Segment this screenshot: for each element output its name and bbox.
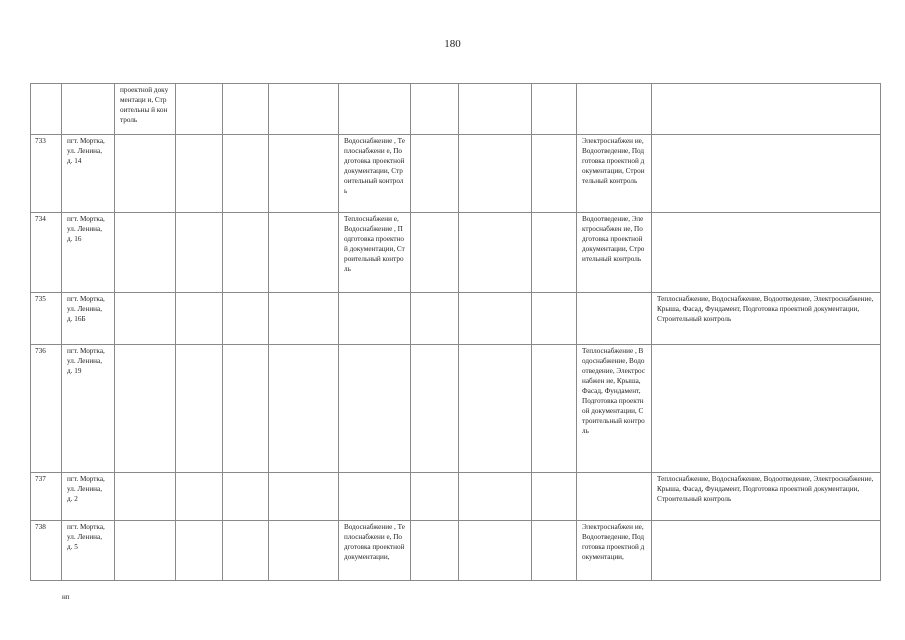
table-cell bbox=[459, 521, 532, 581]
table-cell bbox=[411, 345, 459, 473]
table-cell bbox=[532, 293, 577, 345]
table-cell bbox=[223, 345, 269, 473]
table-cell bbox=[411, 135, 459, 213]
row-number-cell: 736 bbox=[31, 345, 62, 473]
table-cell bbox=[223, 213, 269, 293]
table-cell bbox=[652, 135, 881, 213]
table-cell: Теплоснабжение, Водоснабжение, Водоотведение, Электроснабжение, Крыша, Фасад, Фундамент, Подготовка проектной документации, Строительный контроль bbox=[652, 473, 881, 521]
table-cell bbox=[176, 84, 223, 135]
table-row bbox=[31, 213, 881, 293]
page-number: 180 bbox=[444, 38, 461, 50]
address-cell: пгт. Мортка, ул. Ленина, д. 19 bbox=[62, 345, 115, 473]
row-number-cell: 733 bbox=[31, 135, 62, 213]
row-number-cell: 738 bbox=[31, 521, 62, 581]
table-row bbox=[31, 135, 881, 213]
works-table bbox=[30, 83, 881, 581]
table-cell bbox=[339, 293, 411, 345]
table-cell bbox=[223, 135, 269, 213]
table-cell: проектной документаци и, Строительны й контроль bbox=[115, 84, 176, 135]
table-cell bbox=[269, 84, 339, 135]
table-cell: Водоснабжение , Теплоснабжени е, Подготовка проектной документации, bbox=[339, 521, 411, 581]
table-cell bbox=[532, 345, 577, 473]
table-cell bbox=[459, 345, 532, 473]
table-cell: Теплоснабжение, Водоснабжение, Водоотведение, Электроснабжение, Крыша, Фасад, Фундамент, Подготовка проектной документации, Строительный контроль bbox=[652, 293, 881, 345]
table-cell bbox=[223, 293, 269, 345]
table-row bbox=[31, 521, 881, 581]
table-cell bbox=[339, 473, 411, 521]
table-cell bbox=[411, 293, 459, 345]
table-cell bbox=[269, 293, 339, 345]
row-number-cell bbox=[31, 84, 62, 135]
table-cell bbox=[532, 135, 577, 213]
table-cell bbox=[115, 521, 176, 581]
table-cell bbox=[115, 473, 176, 521]
table-cell bbox=[176, 135, 223, 213]
table-row bbox=[31, 473, 881, 521]
address-cell: пгт. Мортка, ул. Ленина, д. 16 bbox=[62, 213, 115, 293]
table-cell bbox=[459, 84, 532, 135]
table-cell bbox=[652, 213, 881, 293]
table-cell bbox=[339, 345, 411, 473]
table-cell bbox=[269, 213, 339, 293]
table-cell bbox=[577, 84, 652, 135]
table-cell bbox=[176, 473, 223, 521]
table-cell bbox=[459, 213, 532, 293]
table-cell bbox=[176, 345, 223, 473]
table-cell: Электроснабжен ие, Водоотведение, Подготовка проектной документации, bbox=[577, 521, 652, 581]
table-row bbox=[31, 293, 881, 345]
table-cell bbox=[115, 213, 176, 293]
table-cell bbox=[577, 473, 652, 521]
table-cell bbox=[652, 345, 881, 473]
address-cell: пгт. Мортка, ул. Ленина, д. 5 bbox=[62, 521, 115, 581]
table-cell bbox=[176, 293, 223, 345]
address-cell: пгт. Мортка, ул. Ленина, д. 16Б bbox=[62, 293, 115, 345]
table-cell bbox=[532, 473, 577, 521]
table-cell bbox=[532, 84, 577, 135]
table-cell bbox=[269, 345, 339, 473]
table-cell bbox=[411, 84, 459, 135]
table-cell bbox=[115, 345, 176, 473]
table-cell bbox=[411, 213, 459, 293]
row-number-cell: 734 bbox=[31, 213, 62, 293]
footer-mark: нп bbox=[62, 593, 70, 601]
table-cell bbox=[269, 473, 339, 521]
table-cell bbox=[652, 521, 881, 581]
table-cell bbox=[115, 293, 176, 345]
table-cell bbox=[411, 521, 459, 581]
table-cell: Водоотведение, Электроснабжен ие, Подготовка проектной документации, Строительный контроль bbox=[577, 213, 652, 293]
table-cell bbox=[223, 84, 269, 135]
table-cell bbox=[223, 473, 269, 521]
table-cell bbox=[532, 213, 577, 293]
table-cell: Водоснабжение , Теплоснабжени е, Подготовка проектной документации, Строительный контроль bbox=[339, 135, 411, 213]
table-cell: Электроснабжен ие, Водоотведение, Подготовка проектной документации, Строительный контроль bbox=[577, 135, 652, 213]
row-number-cell: 737 bbox=[31, 473, 62, 521]
table-cell bbox=[339, 84, 411, 135]
table-cell bbox=[269, 521, 339, 581]
table-cell: Теплоснабжени е, Водоснабжение , Подготовка проектной документации, Строительный контроль bbox=[339, 213, 411, 293]
table-cell bbox=[269, 135, 339, 213]
table-row bbox=[31, 84, 881, 135]
row-number-cell: 735 bbox=[31, 293, 62, 345]
table-row bbox=[31, 345, 881, 473]
address-cell bbox=[62, 84, 115, 135]
table-cell bbox=[115, 135, 176, 213]
table-cell bbox=[223, 521, 269, 581]
table-cell: Теплоснабжение , Водоснабжение, Водоотведение, Электроснабжен ие, Крыша, Фасад, Фундамент, Подготовка проектной документации, Строительный контроль bbox=[577, 345, 652, 473]
table-cell bbox=[459, 473, 532, 521]
table-cell bbox=[532, 521, 577, 581]
address-cell: пгт. Мортка, ул. Ленина, д. 14 bbox=[62, 135, 115, 213]
table-cell bbox=[652, 84, 881, 135]
table-cell bbox=[459, 135, 532, 213]
table-cell bbox=[577, 293, 652, 345]
table-cell bbox=[411, 473, 459, 521]
table-cell bbox=[176, 213, 223, 293]
address-cell: пгт. Мортка, ул. Ленина, д. 2 bbox=[62, 473, 115, 521]
table-cell bbox=[176, 521, 223, 581]
table-cell bbox=[459, 293, 532, 345]
